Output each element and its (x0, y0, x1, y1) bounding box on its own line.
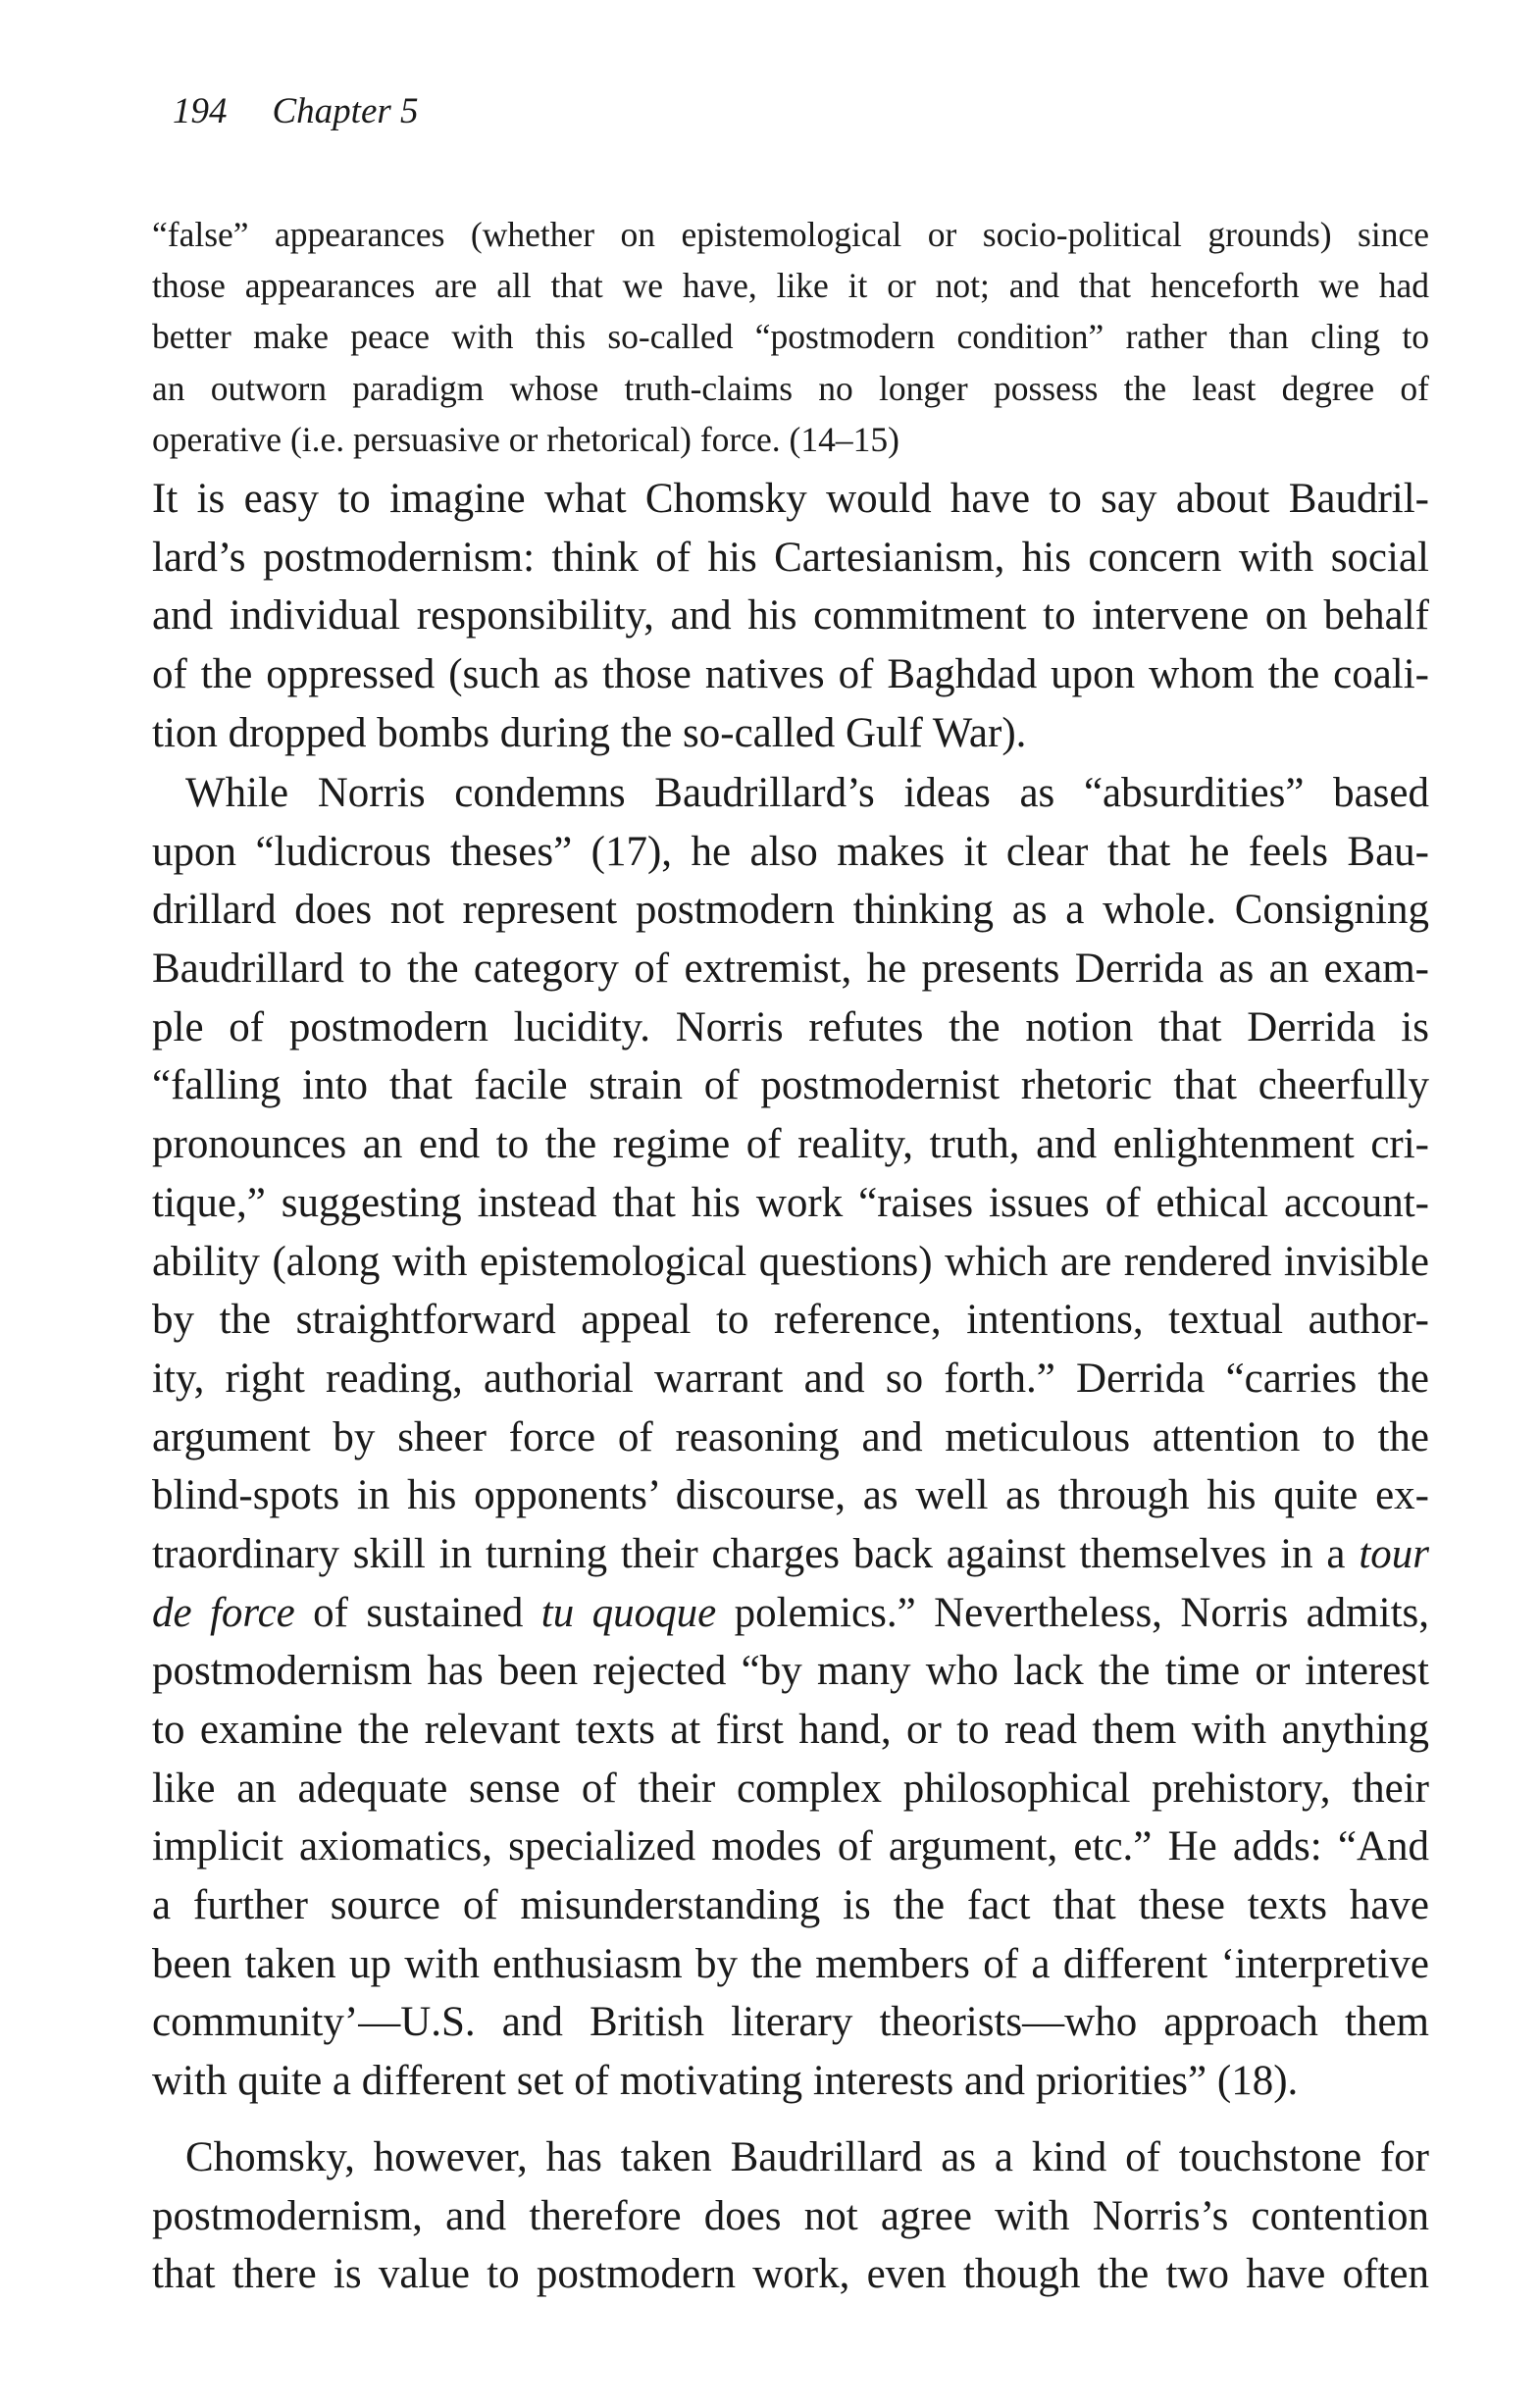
text-line: ple of postmodern lucidity. Norris refutes the notion that Derrida is (152, 1003, 1429, 1050)
chapter-title: Chapter 5 (272, 91, 419, 131)
italic-phrase: tour (1359, 1530, 1429, 1577)
quote-line: “false” appearances (whether on epistemological or socio-political grounds) since (152, 215, 1429, 254)
text-line: tion dropped bombs during the so-called Gulf War). (152, 709, 1027, 756)
text-line: implicit axiomatics, specialized modes of argument, etc.” He adds: “And (152, 1823, 1429, 1870)
text-line: upon “ludicrous theses” (17), he also makes it clear that he feels Bau- (152, 828, 1429, 875)
text-line: by the straightforward appeal to reference, intentions, textual author- (152, 1297, 1429, 1344)
text-line: blind-spots in his opponents’ discourse, as well as through his quite ex- (152, 1472, 1429, 1519)
block-quote (152, 214, 1429, 470)
text-line: that there is value to postmodern work, even though the two have often (152, 2251, 1429, 2298)
text-line: been taken up with enthusiasm by the members of a different ‘interpretive (152, 1940, 1429, 1987)
text-segment: traordinary skill in turning their charges back against themselves in a (152, 1530, 1360, 1577)
quote-line: those appearances are all that we have, like it or not; and that henceforth we had (152, 266, 1429, 306)
paragraph (152, 2133, 1429, 2309)
text-line: pronounces an end to the regime of reality, truth, and enlightenment cri- (152, 1121, 1429, 1168)
text-line: drillard does not represent postmodern thinking as a whole. Consigning (152, 887, 1429, 934)
text-line: Baudrillard to the category of extremist, he presents Derrida as an exam- (152, 946, 1429, 993)
paragraph (152, 769, 1429, 2116)
text-segment: of sustained (294, 1589, 541, 1636)
text-line: community’—U.S. and British literary theorists—who approach them (152, 1999, 1429, 2046)
text-line-with-italic (152, 1530, 1429, 1577)
quote-line: an outworn paradigm whose truth-claims no longer possess the least degree of (152, 368, 1429, 408)
quote-line: better make peace with this so-called “postmodern condition” rather than cling to (152, 317, 1429, 357)
text-line: like an adequate sense of their complex philosophical prehistory, their (152, 1765, 1429, 1812)
text-line: “falling into that facile strain of postmodernist rhetoric that cheerfully (152, 1062, 1429, 1109)
text-segment: polemics.” Nevertheless, Norris admits, (716, 1589, 1429, 1636)
text-line: Chomsky, however, has taken Baudrillard as a kind of touchstone for (185, 2134, 1429, 2180)
text-line: postmodernism has been rejected “by many who lack the time or interest (152, 1648, 1429, 1695)
text-line: to examine the relevant texts at first hand, or to read them with anything (152, 1707, 1429, 1753)
text-line: It is easy to imagine what Chomsky would have to say about Baudril- (152, 476, 1429, 522)
text-line: of the oppressed (such as those natives of Baghdad upon whom the coali- (152, 651, 1429, 698)
paragraph (152, 475, 1429, 767)
text-line: postmodernism, and therefore does not agree with Norris’s contention (152, 2192, 1429, 2239)
text-line: ity, right reading, authorial warrant and so forth.” Derrida “carries the (152, 1355, 1429, 1402)
text-line: a further source of misunderstanding is the fact that these texts have (152, 1882, 1429, 1929)
italic-phrase: tu quoque (540, 1589, 717, 1636)
text-line: and individual responsibility, and his commitment to intervene on behalf (152, 592, 1429, 640)
quote-line: operative (i.e. persuasive or rhetorical) force. (14–15) (152, 419, 899, 459)
text-line: with quite a different set of motivating interests and priorities” (18). (152, 2058, 1299, 2105)
text-line: argument by sheer force of reasoning and meticulous attention to the (152, 1413, 1429, 1460)
italic-phrase: de force (152, 1589, 295, 1636)
text-line: While Norris condemns Baudrillard’s ideas as “absurdities” based (185, 770, 1429, 816)
page-number: 194 (173, 91, 228, 131)
running-head (173, 90, 419, 132)
text-line-with-italic (152, 1589, 1429, 1636)
text-line: ability (along with epistemological questions) which are rendered invisible (152, 1238, 1429, 1285)
text-line: tique,” suggesting instead that his work “raises issues of ethical account- (152, 1179, 1429, 1226)
text-line: lard’s postmodernism: think of his Cartesianism, his concern with social (152, 534, 1429, 581)
